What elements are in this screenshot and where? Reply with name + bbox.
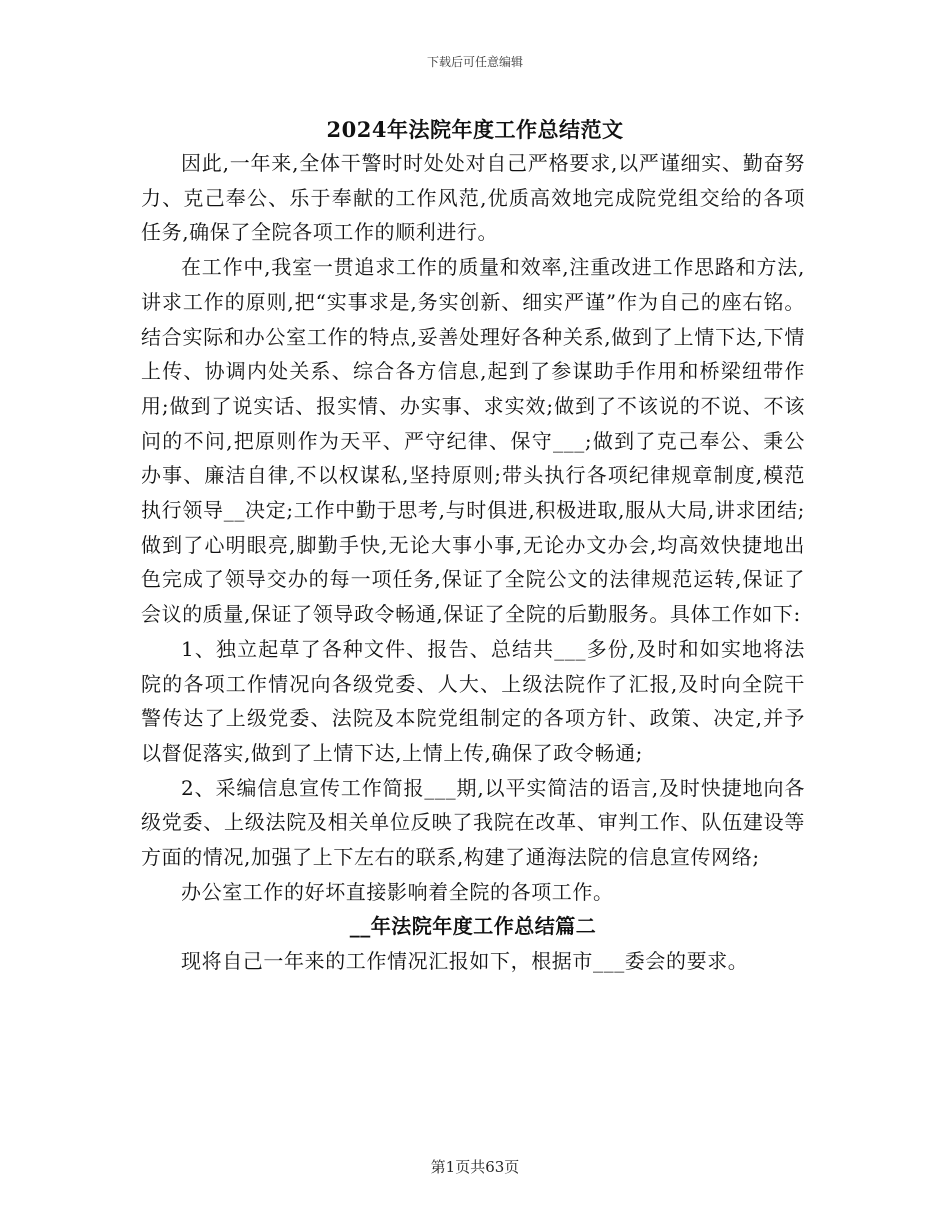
page-header: 下载后可任意编辑: [426, 55, 523, 69]
paragraph-4: 2、采编信息宣传工作简报___期,以平实简洁的语言,及时快捷地向各级党委、上级法院及相关单位反映了我院在改革、审判工作、队伍建设等方面的情况,加强了上下左右的联系,构建了通海法院的信息宣传网络;: [141, 775, 805, 870]
paragraph-1: 因此,一年来,全体干警时时处处对自己严格要求,以严谨细实、勤奋努力、克己奉公、乐于奉献的工作风范,优质高效地完成院党组交给的各项任务,确保了全院各项工作的顺利进行。: [141, 151, 805, 245]
section-2-paragraph: 现将自己一年来的工作情况汇报如下，根据市___委会的要求。: [181, 949, 749, 974]
document-title: 2024年法院年度工作总结范文: [326, 117, 624, 142]
page-footer: 第1页共63页: [430, 1158, 520, 1176]
paragraph-5: 办公室工作的好坏直接影响着全院的各项工作。: [181, 879, 614, 904]
paragraph-2: 在工作中,我室一贯追求工作的质量和效率,注重改进工作思路和方法,讲求工作的原则,把“实事求是,务实创新、细实严谨”作为自己的座右铭。结合实际和办公室工作的特点,妥善处理好各种关系,做到了上情下达,下情上传、协调内处关系、综合各方信息,起到了参谋助手作用和桥梁纽带作用;做到了说实话、报实情、办实事、求实效;做到了不该说的不说、不该问的不问,把原则作为天平、严守纪律、保守___;做到了克己奉公、秉公办事、廉洁自律,不以权谋私,坚持原则;带头执行各项纪律规章制度,模范执行领导__决定;工作中勤于思考,与时俱进,积极进取,服从大局,讲求团结;做到了心明眼亮,脚勤手快,无论大事小事,无论办文办会,均高效快捷地出色完成了领导交办的每一项任务,保证了全院公文的法律规范运转,保证了会议的质量,保证了领导政令畅通,保证了全院的后勤服务。具体工作如下:: [141, 255, 805, 627]
document-body: [141, 146, 805, 979]
paragraph-3: 1、独立起草了各种文件、报告、总结共___多份,及时和如实地将法院的各项工作情况向各级党委、人大、上级法院作了汇报,及时向全院干警传达了上级党委、法院及本院党组制定的各项方针、政策、决定,并予以督促落实,做到了上情下达,上情上传,确保了政令畅通;: [141, 636, 805, 765]
section-title: __年法院年度工作总结篇二: [349, 914, 597, 939]
